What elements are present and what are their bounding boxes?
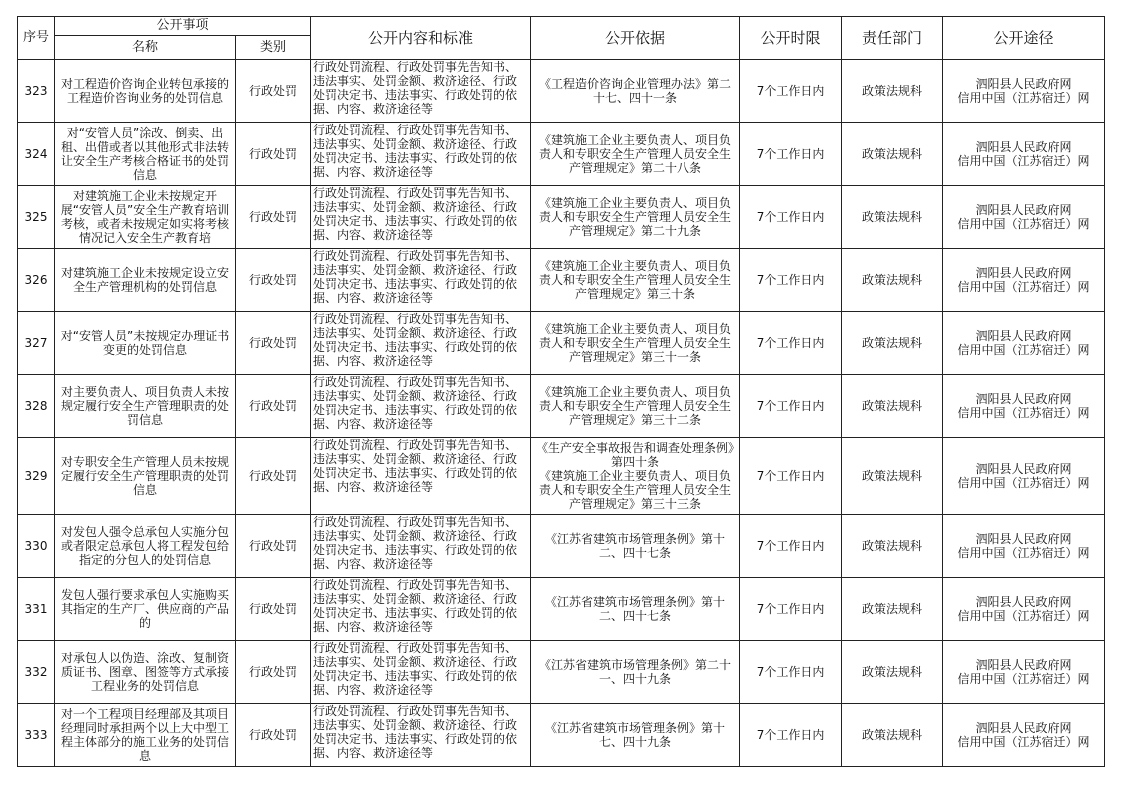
cell-name: 对专职安全生产管理人员未按规定履行安全生产管理职责的处罚信息	[55, 438, 236, 515]
channel-credit-china: 信用中国（江苏宿迁）网	[957, 154, 1090, 168]
cell-basis	[531, 123, 740, 186]
cell-content	[311, 641, 531, 704]
cell-content	[311, 578, 531, 641]
content-text: 行政处罚流程、行政处罚事先告知书、违法事实、处罚金额、救济途径、行政处罚决定书、违法事实、行政处罚的依据、内容、救济途径等	[313, 249, 518, 305]
cell-type: 行政处罚	[236, 375, 311, 438]
cell-time-limit: 7个工作日内	[740, 186, 842, 249]
cell-basis	[531, 515, 740, 578]
cell-basis	[531, 186, 740, 249]
table-row	[18, 578, 1105, 641]
content-text: 行政处罚流程、行政处罚事先告知书、违法事实、处罚金额、救济途径、行政处罚决定书、违法事实、行政处罚的依据、内容、救济途径等	[313, 375, 518, 431]
cell-type: 行政处罚	[236, 578, 311, 641]
cell-channel	[943, 515, 1105, 578]
cell-channel	[943, 375, 1105, 438]
table-row	[18, 186, 1105, 249]
cell-name: 对主要负责人、项目负责人未按规定履行安全生产管理职责的处罚信息	[55, 375, 236, 438]
cell-time-limit: 7个工作日内	[740, 641, 842, 704]
cell-name: 对建筑施工企业未按规定开展“安管人员”安全生产教育培训考核，或者未按规定如实将考核情况记入安全生产教育培	[55, 186, 236, 249]
cell-department: 政策法规科	[842, 60, 943, 123]
cell-department: 政策法规科	[842, 515, 943, 578]
header-time-limit: 公开时限	[740, 17, 842, 60]
cell-channel	[943, 438, 1105, 515]
cell-name: 对“安管人员”未按规定办理证书变更的处罚信息	[55, 312, 236, 375]
cell-name: 对一个工程项目经理部及其项目经理同时承担两个以上大中型工程主体部分的施工业务的处罚信息	[55, 704, 236, 767]
cell-content	[311, 704, 531, 767]
disclosure-table	[17, 16, 1105, 767]
channel-website: 泗阳县人民政府网	[975, 392, 1072, 406]
header-no: 序号	[18, 17, 55, 60]
table-row	[18, 312, 1105, 375]
cell-time-limit: 7个工作日内	[740, 438, 842, 515]
table-header	[18, 17, 1105, 60]
cell-no: 331	[18, 578, 55, 641]
cell-department: 政策法规科	[842, 438, 943, 515]
channel-credit-china: 信用中国（江苏宿迁）网	[957, 217, 1090, 231]
cell-type: 行政处罚	[236, 123, 311, 186]
basis-text: 《工程造价咨询企业管理办法》第二十七、四十一条	[539, 77, 732, 105]
content-text: 行政处罚流程、行政处罚事先告知书、违法事实、处罚金额、救济途径、行政处罚决定书、违法事实、行政处罚的依据、内容、救济途径等	[313, 578, 518, 634]
cell-basis	[531, 249, 740, 312]
cell-basis	[531, 578, 740, 641]
basis-text: 《建筑施工企业主要负责人、项目负责人和专职安全生产管理人员安全生产管理规定》第二十八条	[539, 133, 732, 175]
table-row	[18, 515, 1105, 578]
channel-website: 泗阳县人民政府网	[975, 266, 1072, 280]
cell-channel	[943, 312, 1105, 375]
cell-time-limit: 7个工作日内	[740, 312, 842, 375]
cell-content	[311, 438, 531, 515]
header-type: 类别	[236, 36, 311, 60]
cell-type: 行政处罚	[236, 438, 311, 515]
cell-channel	[943, 60, 1105, 123]
content-text: 行政处罚流程、行政处罚事先告知书、违法事实、处罚金额、救济途径、行政处罚决定书、违法事实、行政处罚的依据、内容、救济途径等	[313, 438, 518, 494]
cell-department: 政策法规科	[842, 641, 943, 704]
table-row	[18, 375, 1105, 438]
cell-type: 行政处罚	[236, 312, 311, 375]
channel-credit-china: 信用中国（江苏宿迁）网	[957, 735, 1090, 749]
cell-channel	[943, 186, 1105, 249]
cell-time-limit: 7个工作日内	[740, 704, 842, 767]
table-row	[18, 60, 1105, 123]
channel-credit-china: 信用中国（江苏宿迁）网	[957, 343, 1090, 357]
basis-text: 《江苏省建筑市场管理条例》第十七、四十九条	[545, 721, 726, 749]
cell-time-limit: 7个工作日内	[740, 123, 842, 186]
channel-website: 泗阳县人民政府网	[975, 658, 1072, 672]
cell-basis	[531, 312, 740, 375]
cell-content	[311, 249, 531, 312]
channel-credit-china: 信用中国（江苏宿迁）网	[957, 280, 1090, 294]
cell-basis	[531, 438, 740, 515]
table-row	[18, 123, 1105, 186]
cell-type: 行政处罚	[236, 249, 311, 312]
channel-credit-china: 信用中国（江苏宿迁）网	[957, 546, 1090, 560]
basis-text: 《江苏省建筑市场管理条例》第二十一、四十九条	[539, 658, 732, 686]
content-text: 行政处罚流程、行政处罚事先告知书、违法事实、处罚金额、救济途径、行政处罚决定书、违法事实、行政处罚的依据、内容、救济途径等	[313, 515, 518, 571]
channel-credit-china: 信用中国（江苏宿迁）网	[957, 406, 1090, 420]
basis-text: 《江苏省建筑市场管理条例》第十二、四十七条	[545, 595, 726, 623]
content-text: 行政处罚流程、行政处罚事先告知书、违法事实、处罚金额、救济途径、行政处罚决定书、违法事实、行政处罚的依据、内容、救济途径等	[313, 312, 518, 368]
cell-channel	[943, 641, 1105, 704]
cell-time-limit: 7个工作日内	[740, 375, 842, 438]
cell-time-limit: 7个工作日内	[740, 60, 842, 123]
channel-website: 泗阳县人民政府网	[975, 203, 1072, 217]
channel-website: 泗阳县人民政府网	[975, 532, 1072, 546]
cell-basis	[531, 641, 740, 704]
cell-no: 332	[18, 641, 55, 704]
cell-no: 329	[18, 438, 55, 515]
cell-department: 政策法规科	[842, 704, 943, 767]
channel-website: 泗阳县人民政府网	[975, 329, 1072, 343]
cell-name: 对承包人以伪造、涂改、复制资质证书、图章、图签等方式承接工程业务的处罚信息	[55, 641, 236, 704]
cell-type: 行政处罚	[236, 186, 311, 249]
cell-time-limit: 7个工作日内	[740, 249, 842, 312]
cell-name: 发包人强行要求承包人实施购买其指定的生产厂、供应商的产品的	[55, 578, 236, 641]
cell-type: 行政处罚	[236, 515, 311, 578]
table-row	[18, 704, 1105, 767]
cell-no: 325	[18, 186, 55, 249]
content-text: 行政处罚流程、行政处罚事先告知书、违法事实、处罚金额、救济途径、行政处罚决定书、违法事实、行政处罚的依据、内容、救济途径等	[313, 641, 518, 697]
cell-channel	[943, 578, 1105, 641]
channel-credit-china: 信用中国（江苏宿迁）网	[957, 91, 1090, 105]
channel-website: 泗阳县人民政府网	[975, 77, 1072, 91]
header-basis: 公开依据	[531, 17, 740, 60]
cell-time-limit: 7个工作日内	[740, 578, 842, 641]
header-channel: 公开途径	[943, 17, 1105, 60]
basis-text: 《建筑施工企业主要负责人、项目负责人和专职安全生产管理人员安全生产管理规定》第三十条	[539, 259, 732, 301]
header-department: 责任部门	[842, 17, 943, 60]
cell-no: 326	[18, 249, 55, 312]
channel-website: 泗阳县人民政府网	[975, 595, 1072, 609]
cell-type: 行政处罚	[236, 60, 311, 123]
table-row	[18, 641, 1105, 704]
cell-department: 政策法规科	[842, 249, 943, 312]
cell-content	[311, 375, 531, 438]
cell-name: 对工程造价咨询企业转包承接的工程造价咨询业务的处罚信息	[55, 60, 236, 123]
cell-type: 行政处罚	[236, 704, 311, 767]
cell-content	[311, 312, 531, 375]
cell-channel	[943, 123, 1105, 186]
cell-name: 对发包人强令总承包人实施分包或者限定总承包人将工程发包给指定的分包人的处罚信息	[55, 515, 236, 578]
table-row	[18, 438, 1105, 515]
cell-department: 政策法规科	[842, 375, 943, 438]
cell-no: 323	[18, 60, 55, 123]
cell-content	[311, 515, 531, 578]
basis-text: 《建筑施工企业主要负责人、项目负责人和专职安全生产管理人员安全生产管理规定》第二十九条	[539, 196, 732, 238]
basis-text: 《江苏省建筑市场管理条例》第十二、四十七条	[545, 532, 726, 560]
channel-credit-china: 信用中国（江苏宿迁）网	[957, 476, 1090, 490]
cell-no: 333	[18, 704, 55, 767]
channel-credit-china: 信用中国（江苏宿迁）网	[957, 609, 1090, 623]
cell-basis	[531, 375, 740, 438]
table-row	[18, 249, 1105, 312]
cell-content	[311, 123, 531, 186]
cell-no: 330	[18, 515, 55, 578]
cell-channel	[943, 704, 1105, 767]
channel-website: 泗阳县人民政府网	[975, 721, 1072, 735]
channel-credit-china: 信用中国（江苏宿迁）网	[957, 672, 1090, 686]
cell-basis	[531, 60, 740, 123]
header-content: 公开内容和标准	[311, 17, 531, 60]
cell-no: 328	[18, 375, 55, 438]
basis-text-2: 《建筑施工企业主要负责人、项目负责人和专职安全生产管理人员安全生产管理规定》第三十三条	[539, 469, 732, 511]
cell-no: 327	[18, 312, 55, 375]
cell-content	[311, 60, 531, 123]
basis-text: 《建筑施工企业主要负责人、项目负责人和专职安全生产管理人员安全生产管理规定》第三十一条	[539, 322, 732, 364]
cell-department: 政策法规科	[842, 186, 943, 249]
cell-basis	[531, 704, 740, 767]
cell-department: 政策法规科	[842, 123, 943, 186]
cell-content	[311, 186, 531, 249]
cell-channel	[943, 249, 1105, 312]
basis-text: 《生产安全事故报告和调查处理条例》第四十条	[536, 441, 735, 469]
header-item-group: 公开事项	[55, 17, 311, 36]
channel-website: 泗阳县人民政府网	[975, 462, 1072, 476]
cell-department: 政策法规科	[842, 312, 943, 375]
content-text: 行政处罚流程、行政处罚事先告知书、违法事实、处罚金额、救济途径、行政处罚决定书、违法事实、行政处罚的依据、内容、救济途径等	[313, 704, 518, 760]
channel-website: 泗阳县人民政府网	[975, 140, 1072, 154]
cell-type: 行政处罚	[236, 641, 311, 704]
content-text: 行政处罚流程、行政处罚事先告知书、违法事实、处罚金额、救济途径、行政处罚决定书、违法事实、行政处罚的依据、内容、救济途径等	[313, 186, 518, 242]
cell-time-limit: 7个工作日内	[740, 515, 842, 578]
content-text: 行政处罚流程、行政处罚事先告知书、违法事实、处罚金额、救济途径、行政处罚决定书、违法事实、行政处罚的依据、内容、救济途径等	[313, 60, 518, 116]
cell-no: 324	[18, 123, 55, 186]
content-text: 行政处罚流程、行政处罚事先告知书、违法事实、处罚金额、救济途径、行政处罚决定书、违法事实、行政处罚的依据、内容、救济途径等	[313, 123, 518, 179]
cell-name: 对“安管人员”涂改、倒卖、出租、出借或者以其他形式非法转让安全生产考核合格证书的处罚信息	[55, 123, 236, 186]
cell-department: 政策法规科	[842, 578, 943, 641]
header-name: 名称	[55, 36, 236, 60]
table-body	[18, 60, 1105, 767]
basis-text: 《建筑施工企业主要负责人、项目负责人和专职安全生产管理人员安全生产管理规定》第三十二条	[539, 385, 732, 427]
cell-name: 对建筑施工企业未按规定设立安全生产管理机构的处罚信息	[55, 249, 236, 312]
